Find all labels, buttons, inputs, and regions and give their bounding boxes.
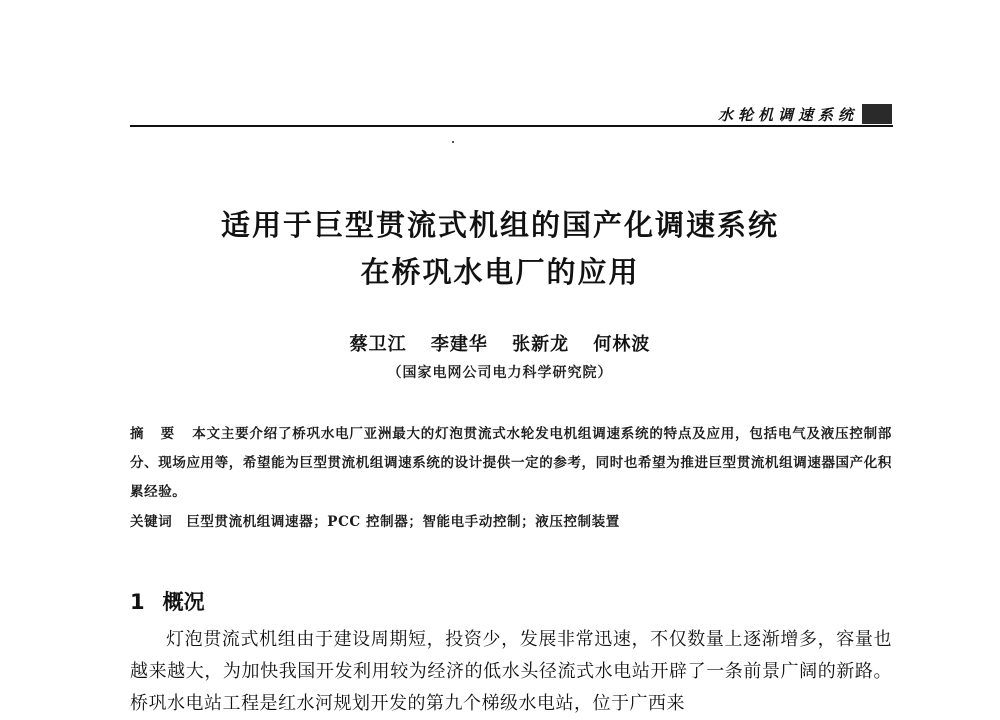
author-name: 张新龙 [512, 334, 570, 355]
body-text [130, 624, 892, 720]
header-rule [130, 125, 893, 127]
keywords-text: 巨型贯流机组调速器；PCC 控制器；智能电手动控制；液压控制装置 [186, 514, 620, 530]
author-list [0, 330, 1000, 356]
speck [452, 141, 454, 143]
keywords-label: 关键词 [130, 514, 173, 530]
article-title-line-1: 适用于巨型贯流式机组的国产化调速系统 [220, 208, 779, 242]
running-header: 水轮机调速系统 [717, 106, 858, 124]
abstract-label: 摘 要 [130, 426, 181, 442]
section-title: 概况 [162, 590, 205, 614]
section-number: 1 [130, 590, 145, 614]
author-name: 蔡卫江 [349, 334, 407, 355]
keywords [130, 510, 892, 530]
affiliation: （国家电网公司电力科学研究院） [387, 365, 613, 381]
article-title-line-2: 在桥巩水电厂的应用 [360, 255, 640, 289]
header-decoration-block [862, 104, 892, 124]
author-name: 何林波 [593, 334, 651, 355]
paragraph: 灯泡贯流式机组由于建设周期短，投资少，发展非常迅速，不仅数量上逐渐增多，容量也越来越大，为加快我国开发利用较为经济的低水头径流式水电站开辟了一条前景广阔的新路。桥巩水电站工程是红水河规划开发的第九个梯级水电站，位于广西来 [130, 629, 892, 714]
abstract-text: 本文主要介绍了桥巩水电厂亚洲最大的灯泡贯流式水轮发电机组调速系统的特点及应用，包括电气及液压控制部分、现场应用等，希望能为巨型贯流机组调速系统的设计提供一定的参考，同时也希望为推进巨型贯流机组调速器国产化积累经验。 [130, 426, 893, 500]
abstract [130, 420, 892, 507]
section-heading [130, 586, 205, 616]
author-name: 李建华 [430, 334, 488, 355]
